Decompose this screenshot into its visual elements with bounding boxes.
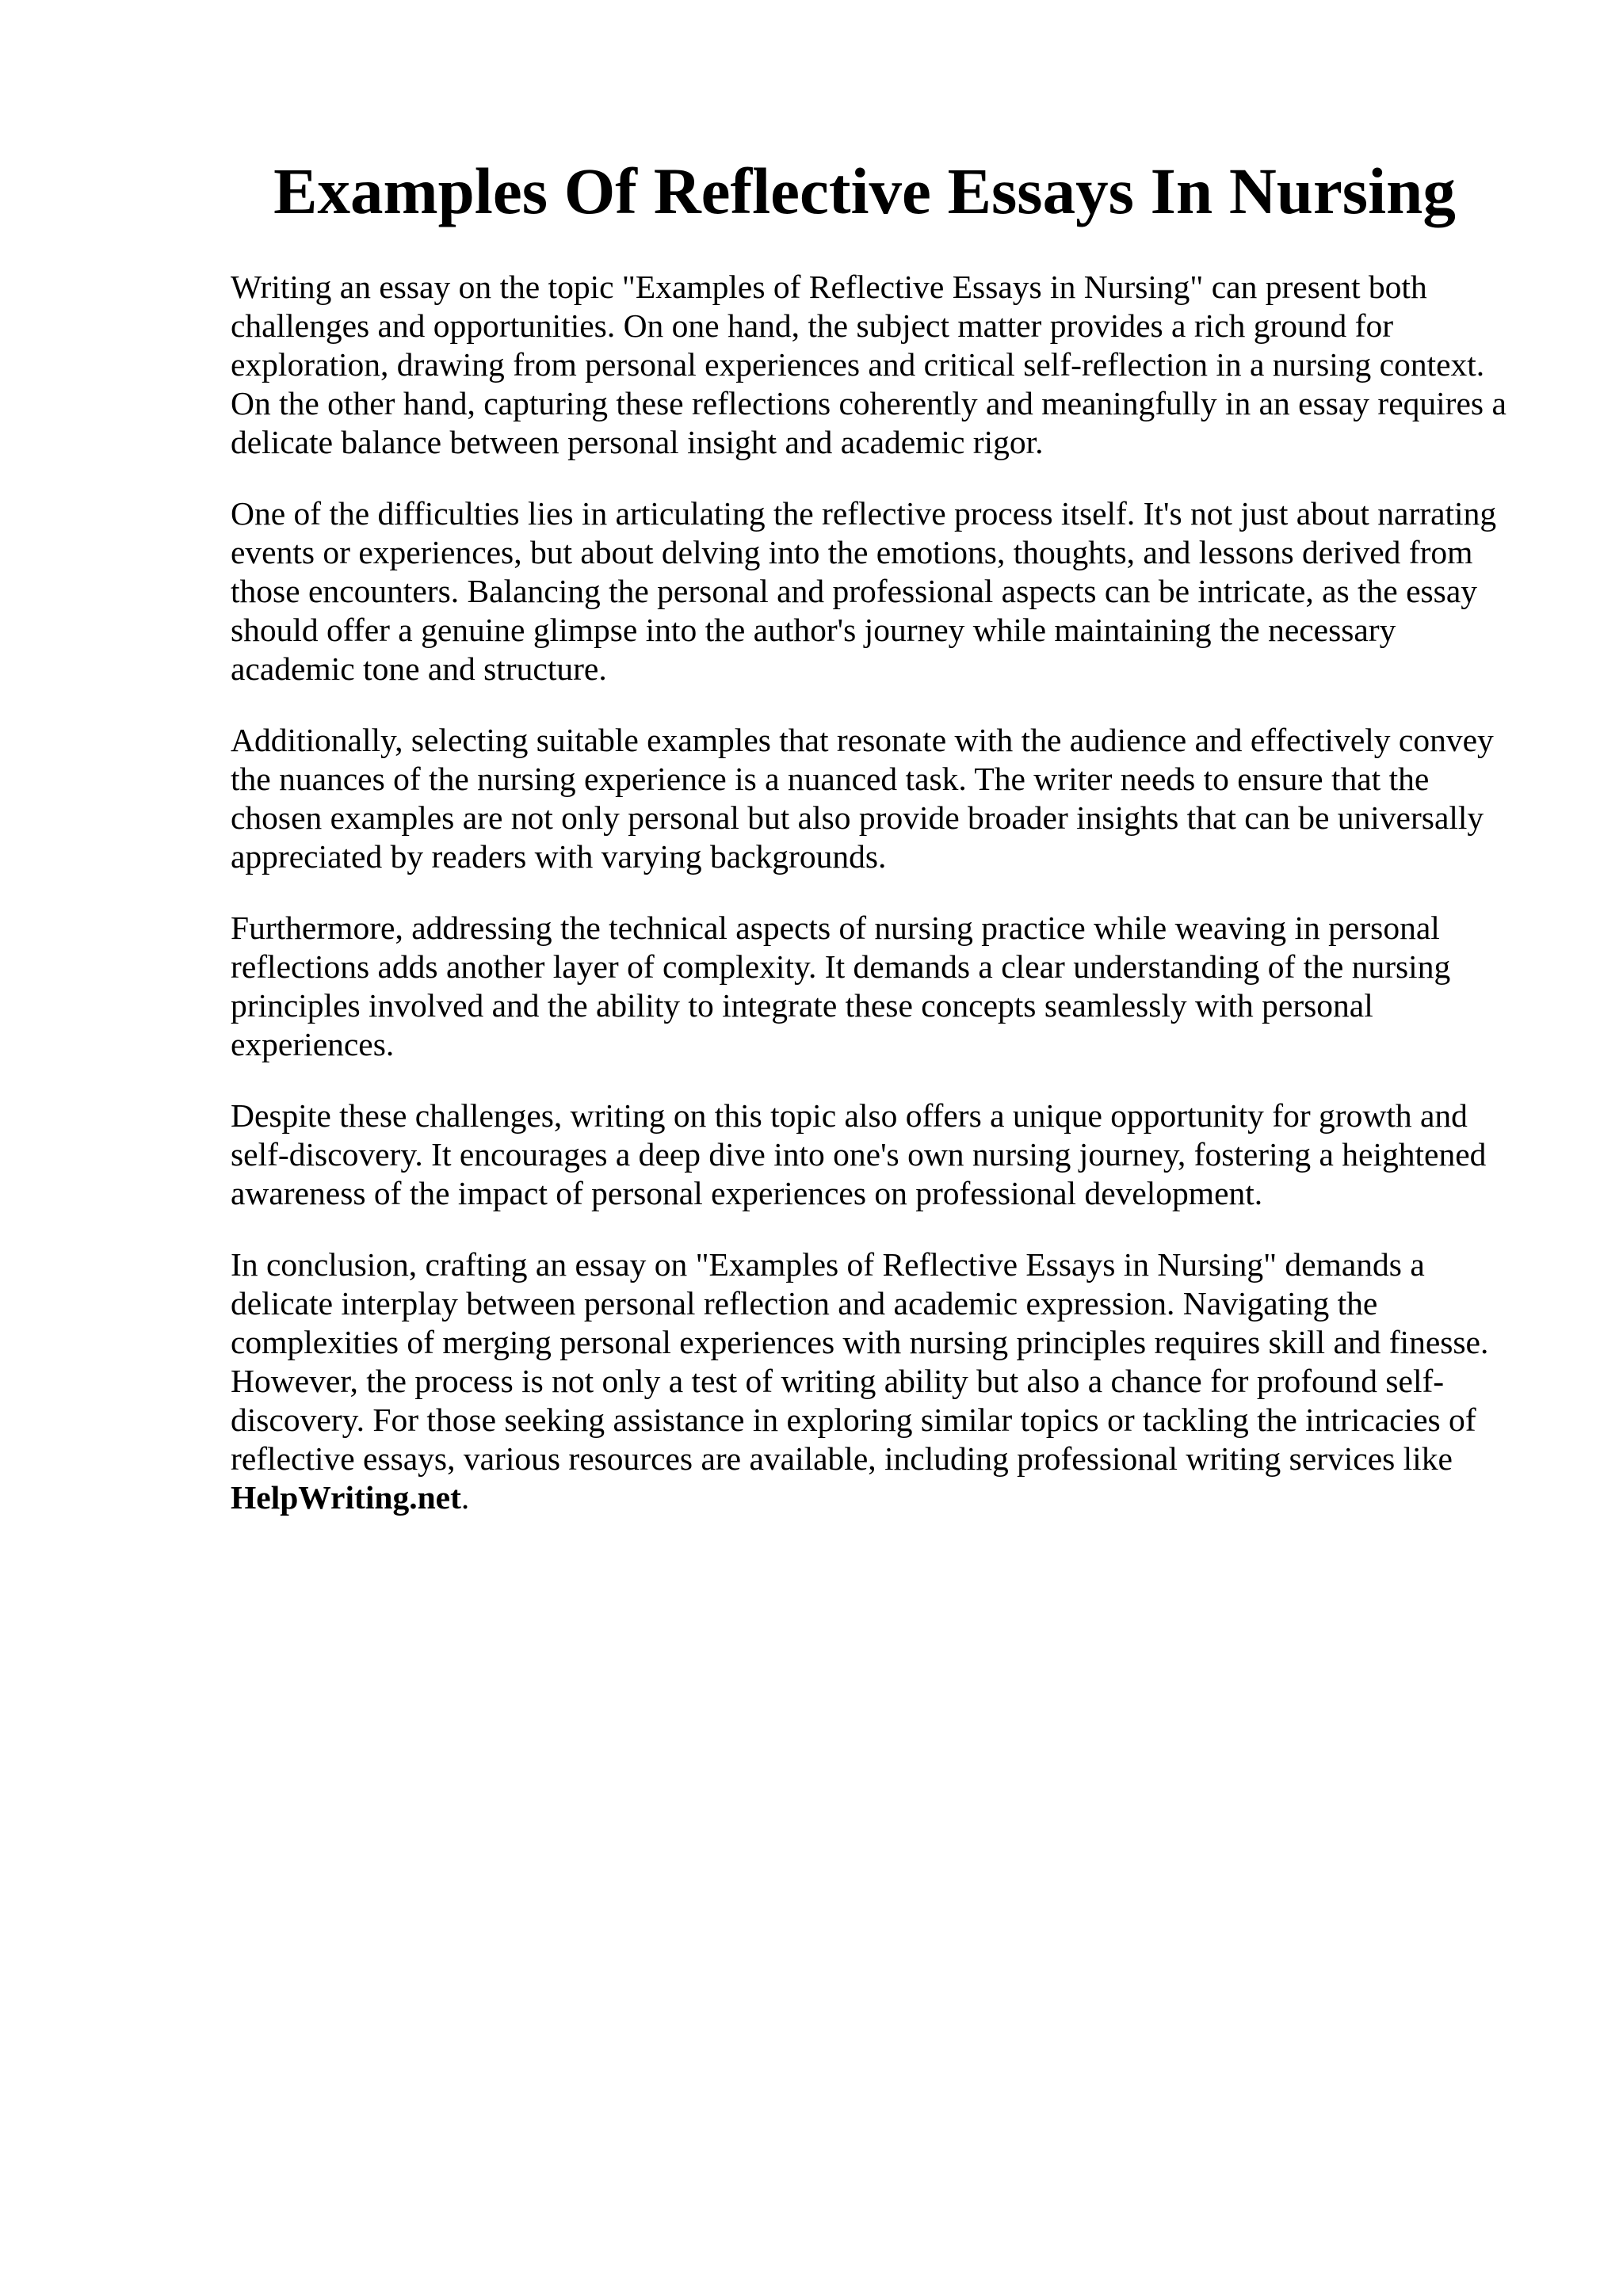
- conclusion-period: .: [460, 1479, 470, 1516]
- paragraph-technical: Furthermore, addressing the technical aspects of nursing practice while weaving in personal reflections adds another layer of complexity. It demands a clear understanding of the nursing principles involved and the ability to integrate these concepts seamlessly with personal experiences.: [231, 910, 1451, 1062]
- paragraph-conclusion: [231, 1245, 1507, 1517]
- conclusion-text: In conclusion, crafting an essay on "Examples of Reflective Essays in Nursing" demands a delicate interplay between personal reflection and academic expression. Navigating the complexities of merging personal experiences with nursing principles requires skill and finesse. However, the process is not only a test of writing ability but also a chance for profound self-discovery. For those seeking assistance in exploring similar topics or tackling the intricacies of reflective essays, various resources are available, including professional writing services like: [231, 1246, 1489, 1477]
- paragraph-examples: Additionally, selecting suitable examples that resonate with the audience and effectively convey the nuances of the nursing experience is a nuanced task. The writer needs to ensure that the chosen examples are not only personal but also provide broader insights that can be universally appreciated by readers with varying backgrounds.: [231, 722, 1494, 875]
- paragraph-intro: Writing an essay on the topic "Examples of Reflective Essays in Nursing" can present both challenges and opportunities. On one hand, the subject matter provides a rich ground for exploration, drawing from personal experiences and critical self-reflection in a nursing context. On the other hand, capturing these reflections coherently and meaningfully in an essay requires a delicate balance between personal insight and academic rigor.: [231, 269, 1507, 460]
- paragraph-difficulties: One of the difficulties lies in articulating the reflective process itself. It's not just about narrating events or experiences, but about delving into the emotions, thoughts, and lessons derived from those encounters. Balancing the personal and professional aspects can be intricate, as the essay should offer a genuine glimpse into the author's journey while maintaining the necessary academic tone and structure.: [231, 495, 1497, 687]
- document-title: Examples Of Reflective Essays In Nursing: [273, 154, 1456, 227]
- helpwriting-link[interactable]: HelpWriting.net: [231, 1479, 461, 1516]
- document-body: [231, 268, 1507, 1550]
- paragraph-growth: Despite these challenges, writing on this topic also offers a unique opportunity for growth and self-discovery. It encourages a deep dive into one's own nursing journey, fostering a heightened awareness of the impact of personal experiences on professional development.: [231, 1097, 1487, 1211]
